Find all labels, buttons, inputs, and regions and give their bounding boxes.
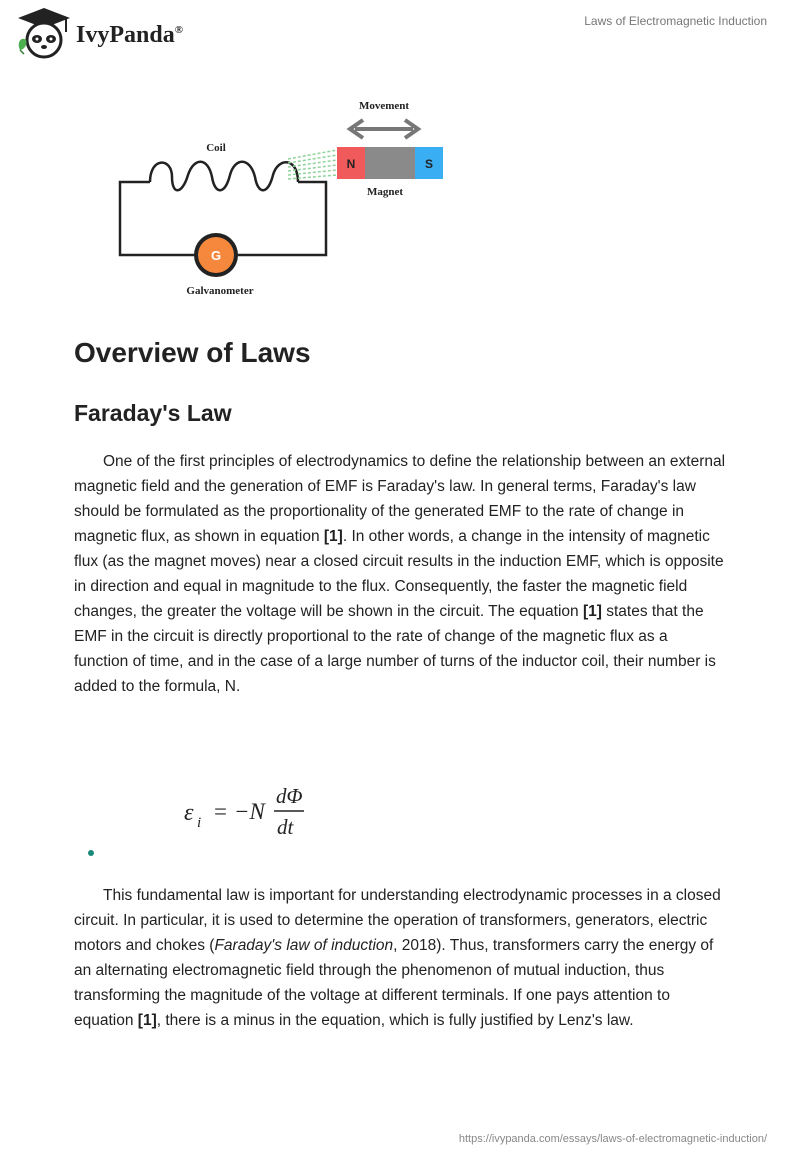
equation-reference: [1] <box>323 528 343 545</box>
bar-magnet <box>337 147 443 179</box>
text-run: , there is a minus in the equation, which is fully justified by Lenz's law. <box>156 1012 634 1029</box>
document-title: Laws of Electromagnetic Induction <box>584 14 767 28</box>
paragraph-1 <box>74 449 726 699</box>
subsection-heading: Faraday's Law <box>74 400 232 426</box>
numerator: dΦ <box>276 784 303 808</box>
citation-title: Faraday's law of induction <box>214 937 394 954</box>
source-url[interactable]: https://ivypanda.com/essays/laws-of-electromagnetic-induction/ <box>458 1133 767 1145</box>
section-heading: Overview of Laws <box>74 337 311 368</box>
magnet-label: Magnet <box>366 186 404 198</box>
magnet-south-label: S <box>424 157 434 171</box>
page-header <box>0 0 800 70</box>
text-run: . In other words, a change in the intensity of magnetic flux (as the magnet moves) near a closed circuit results in the induction EMF, which is opposite in direction and equal in magnitude to the flux. Consequently, the faster the magnetic field changes, the greater the voltage will be shown in the circuit. The equation <box>74 528 724 620</box>
equation-reference: [1] <box>582 603 602 620</box>
panda-mascot-icon <box>14 6 74 62</box>
text-run: One of the first principles of electrodynamics to define the relationship between an external magnetic field and the generation of EMF is Faraday's law. In general terms, Faraday's law should be formulated as the proportionality of the generated EMF to the rate of change in magnetic flux, as shown in equation <box>74 453 726 545</box>
galvanometer <box>194 233 238 277</box>
induction-diagram <box>110 95 460 305</box>
magnet-body <box>365 147 415 179</box>
list-bullet <box>88 850 94 856</box>
faraday-equation <box>180 778 340 840</box>
text-run: states that the EMF in the circuit is directly proportional to the rate of change of the magnetic flux as a function of time, and in the case of a large number of turns of the inductor coil, their number is added to the formula, N. <box>74 603 716 695</box>
movement-label: Movement <box>358 100 410 112</box>
denominator: dt <box>277 815 294 839</box>
magnet-north-label: N <box>346 157 356 171</box>
galvanometer-symbol: G <box>210 248 222 263</box>
emf-subscript: i <box>197 815 202 831</box>
emf-symbol: ε <box>184 800 194 826</box>
brand-name: IvyPanda® <box>76 22 183 48</box>
coil-label: Coil <box>206 142 226 154</box>
minus-n: −N <box>234 799 265 824</box>
text-run: , 2018). Thus, transformers carry the energy of an alternating electromagnetic field through the phenomenon of mutual induction, thus transforming the magnitude of the voltage at different terminals. If one pays attention to equation <box>74 937 714 1029</box>
paragraph-2 <box>74 883 726 1033</box>
ivypanda-logo[interactable] <box>14 6 214 62</box>
magnetic-field-lines <box>288 150 337 179</box>
text-run: This fundamental law is important for understanding electrodynamic processes in a closed circuit. In particular, it is used to determine the operation of transformers, generators, electric motors and chokes ( <box>74 887 721 954</box>
equals-sign: = <box>214 799 227 824</box>
galvanometer-label: Galvanometer <box>186 285 254 297</box>
equation-reference: [1] <box>137 1012 157 1029</box>
double-arrow-icon <box>350 120 418 138</box>
